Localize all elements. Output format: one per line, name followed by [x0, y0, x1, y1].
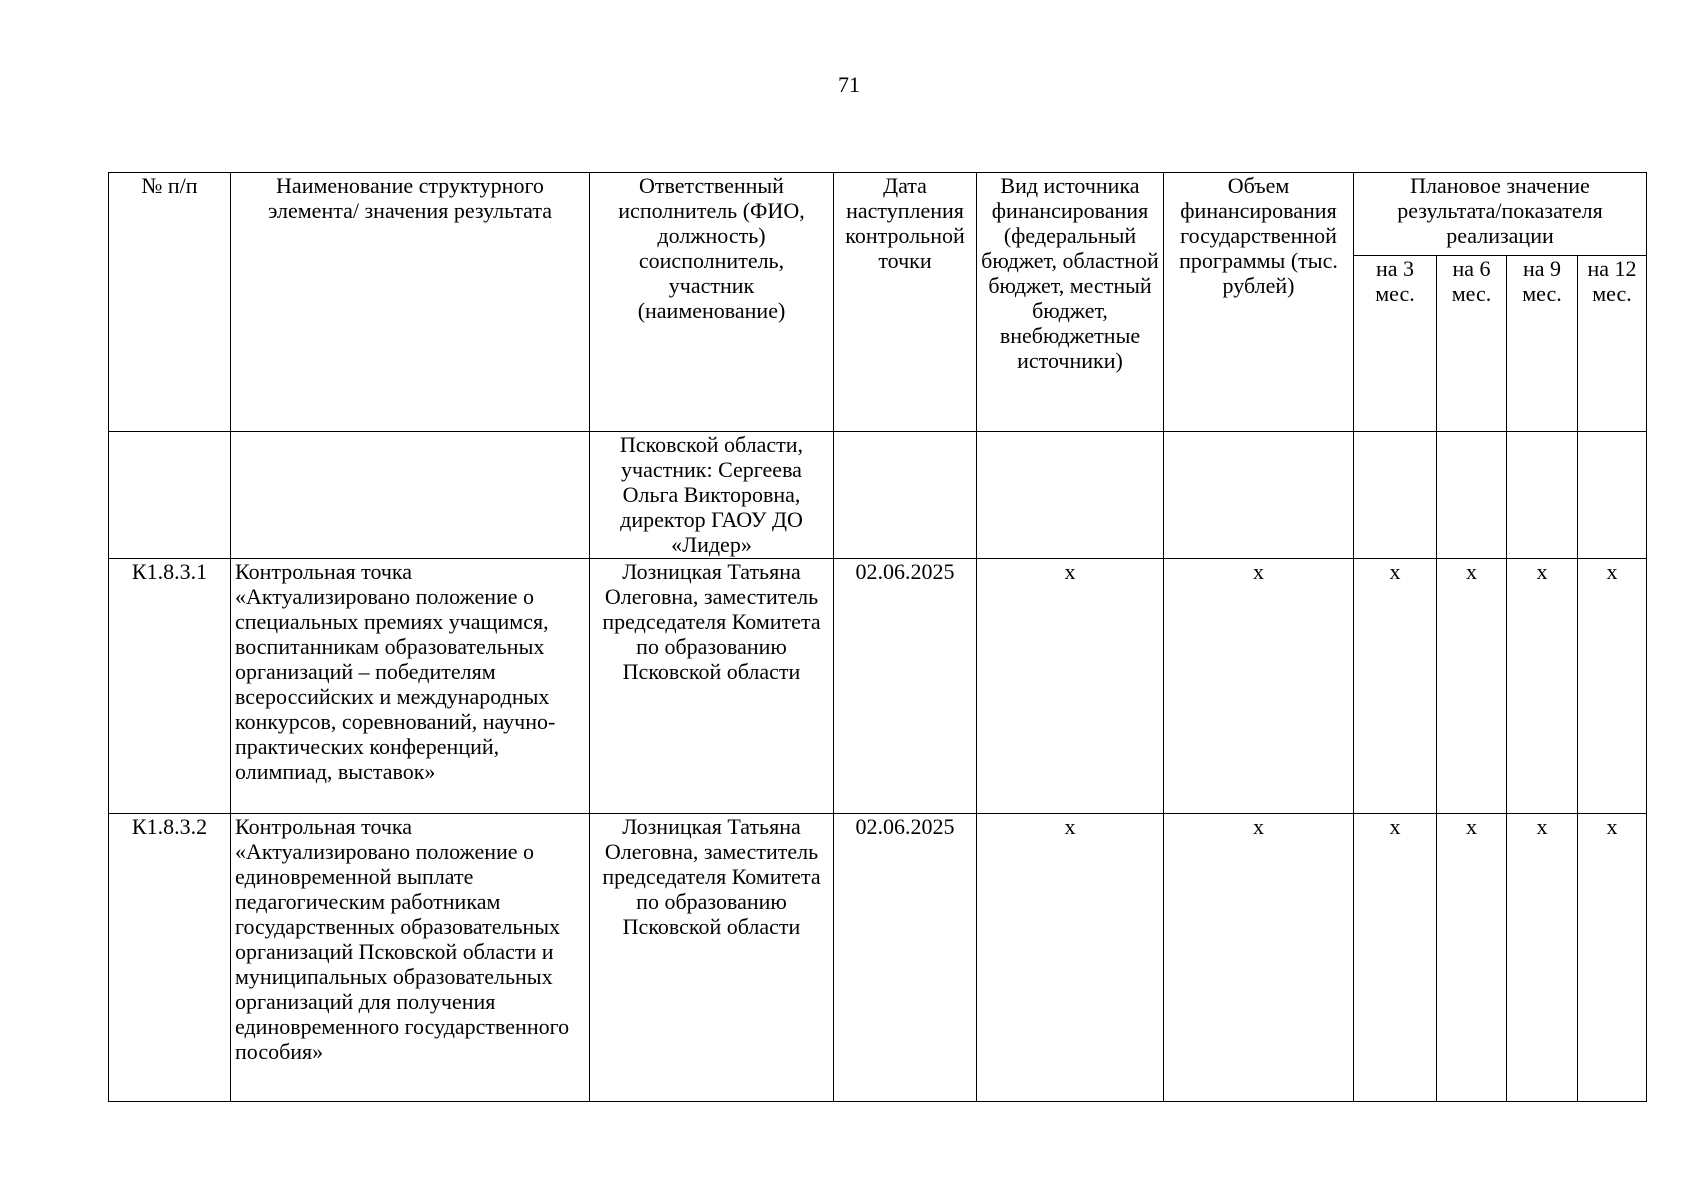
- header-source: Вид источника финансирования (федеральный бюджет, областной бюджет, местный бюджет, внебюджетные источники): [977, 173, 1164, 432]
- row-m9: x: [1507, 814, 1578, 1102]
- row-m6: x: [1437, 814, 1507, 1102]
- table-row: [109, 814, 1647, 1102]
- row-date: 02.06.2025: [834, 559, 977, 814]
- row-m12: x: [1578, 814, 1647, 1102]
- row-source: x: [977, 814, 1164, 1102]
- cell-empty: [231, 432, 590, 559]
- row-name: Контрольная точка «Актуализировано положение о единовременной выплате педагогическим работникам государственных образовательных организаций Псковской области и муниципальных образовательных организаций для получения единовременного государственного пособия»: [231, 814, 590, 1102]
- continuation-executor: Псковской области, участник: Сергеева Ольга Викторовна, директор ГАОУ ДО «Лидер»: [590, 432, 834, 559]
- header-name: Наименование структурного элемента/ значения результата: [231, 173, 590, 432]
- header-volume: Объем финансирования государственной программы (тыс. рублей): [1164, 173, 1354, 432]
- cell-empty: [1578, 432, 1647, 559]
- cell-empty: [1354, 432, 1437, 559]
- cell-empty: [1164, 432, 1354, 559]
- row-m3: x: [1354, 814, 1437, 1102]
- plan-table: [108, 172, 1647, 1102]
- row-volume: x: [1164, 559, 1354, 814]
- row-source: x: [977, 559, 1164, 814]
- row-num: К1.8.3.1: [109, 559, 231, 814]
- continuation-row: [109, 432, 1647, 559]
- cell-empty: [1437, 432, 1507, 559]
- header-plan: Плановое значение результата/показателя реализации: [1354, 173, 1647, 256]
- cell-empty: [109, 432, 231, 559]
- row-date: 02.06.2025: [834, 814, 977, 1102]
- row-volume: x: [1164, 814, 1354, 1102]
- header-executor: Ответственный исполнитель (ФИО, должность) соисполнитель, участник (наименование): [590, 173, 834, 432]
- page-number: 71: [838, 72, 860, 97]
- header-m6: на 6 мес.: [1437, 256, 1507, 432]
- cell-empty: [1507, 432, 1578, 559]
- row-m12: x: [1578, 559, 1647, 814]
- cell-empty: [834, 432, 977, 559]
- row-name: Контрольная точка «Актуализировано положение о специальных премиях учащимся, воспитанникам образовательных организаций – победителям всероссийских и международных конкурсов, соревнований, научно-практических конференций, олимпиад, выставок»: [231, 559, 590, 814]
- row-num: К1.8.3.2: [109, 814, 231, 1102]
- row-m3: x: [1354, 559, 1437, 814]
- header-m3: на 3 мес.: [1354, 256, 1437, 432]
- row-executor: Лозницкая Татьяна Олеговна, заместитель председателя Комитета по образованию Псковской области: [590, 814, 834, 1102]
- row-m6: x: [1437, 559, 1507, 814]
- header-m9: на 9 мес.: [1507, 256, 1578, 432]
- header-date: Дата наступления контрольной точки: [834, 173, 977, 432]
- table-row: [109, 559, 1647, 814]
- header-m12: на 12 мес.: [1578, 256, 1647, 432]
- cell-empty: [977, 432, 1164, 559]
- header-num: № п/п: [109, 173, 231, 432]
- header-row: [109, 173, 1647, 256]
- row-m9: x: [1507, 559, 1578, 814]
- row-executor: Лозницкая Татьяна Олеговна, заместитель председателя Комитета по образованию Псковской области: [590, 559, 834, 814]
